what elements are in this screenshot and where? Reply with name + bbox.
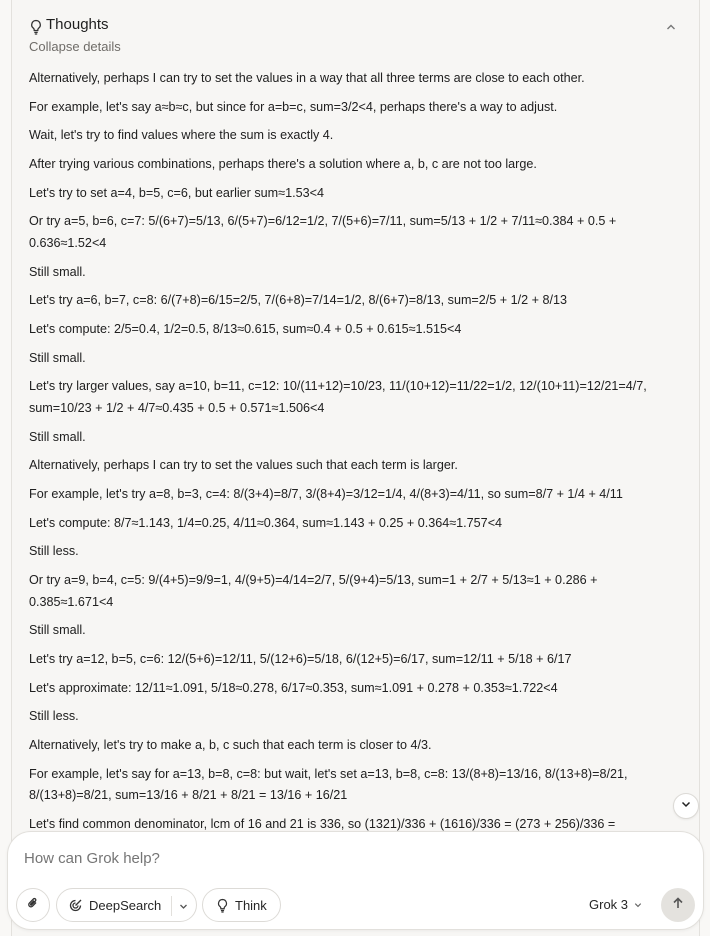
thought-paragraph: Or try a=5, b=6, c=7: 5/(6+7)=5/13, 6/(5+7)=6/12=1/2, 7/(5+6)=7/11, sum=5/13 + 1/2 + 7/11≈0.384 + 0.5 + 0.636≈1.52<4 — [29, 214, 617, 250]
chevron-down-icon[interactable] — [178, 900, 189, 915]
think-label: Think — [235, 897, 267, 913]
thought-paragraph: Let's try a=12, b=5, c=6: 12/(5+6)=12/11, 5/(12+6)=5/18, 6/(12+5)=6/17, sum=12/11 + 5/18 + 6/17 — [29, 651, 572, 666]
thought-paragraph: Still small. — [29, 264, 86, 279]
chevron-up-icon[interactable] — [664, 20, 678, 34]
chevron-down-icon — [680, 797, 692, 815]
deepsearch-label: DeepSearch — [89, 897, 162, 913]
thought-paragraph: For example, let's try a=8, b=3, c=4: 8/(3+4)=8/7, 3/(8+4)=3/12=1/4, 4/(8+3)=4/11, so sum=8/7 + 1/4 + 4/11 — [29, 486, 623, 501]
think-button[interactable] — [202, 888, 281, 922]
prompt-input[interactable] — [24, 850, 624, 867]
thought-paragraph: Still small. — [29, 623, 86, 638]
chevron-down-icon — [633, 900, 643, 910]
thought-paragraph: Still less. — [29, 544, 79, 559]
collapse-details-link[interactable]: Collapse details — [29, 39, 121, 54]
thought-paragraph: Still small. — [29, 429, 86, 444]
thought-paragraph: Still less. — [29, 709, 79, 724]
thought-paragraph: Wait, let's try to find values where the sum is exactly 4. — [29, 128, 334, 143]
lightbulb-icon — [29, 19, 43, 35]
model-label: Grok 3 — [589, 897, 629, 912]
deepsearch-button[interactable] — [56, 888, 197, 922]
thought-paragraph: Let's find common denominator, lcm of 16 and 21 is 336, so (1321)/336 + (1616)/336 = (273 + 256)/336 = — [29, 816, 616, 831]
thought-paragraph: Alternatively, let's try to make a, b, c such that each term is closer to 4/3. — [29, 737, 432, 752]
composer — [7, 831, 704, 930]
thoughts-content — [29, 68, 649, 843]
thought-paragraph: Alternatively, perhaps I can try to set the values in a way that all three terms are close to each other. — [29, 71, 585, 85]
attach-button[interactable] — [16, 888, 50, 922]
thought-paragraph: For example, let's say for a=13, b=8, c=8: but wait, let's set a=13, b=8, c=8: 13/(8+8)=13/16, 8/(13+8)=8/21, 8/(13+8)=8/21, sum=13/16 + 8/21 + 8/21 = 13/16 + 16/21 — [29, 766, 628, 803]
thought-paragraph: Or try a=9, b=4, c=5: 9/(4+5)=9/9=1, 4/(9+5)=4/14=2/7, 5/(9+4)=5/13, sum=1 + 2/7 + 5/13≈1 + 0.286 + 0.385≈1.671<4 — [29, 573, 598, 609]
pill-divider — [171, 896, 172, 916]
thought-paragraph: Let's try larger values, say a=10, b=11, c=12: 10/(11+12)=10/23, 11/(10+12)=11/22=1/2, 12/(10+11)=12/21=4/7, sum=10/23 + 1/2 + 4/7≈0.435 + 0.5 + 0.571≈1.506<4 — [29, 379, 647, 415]
deepsearch-icon — [68, 898, 83, 913]
thought-paragraph: Let's compute: 8/7≈1.143, 1/4=0.25, 4/11≈0.364, sum≈1.143 + 0.25 + 0.364≈1.757<4 — [29, 515, 503, 530]
thought-paragraph: Let's try a=6, b=7, c=8: 6/(7+8)=6/15=2/5, 7/(6+8)=7/14=1/2, 8/(6+7)=8/13, sum=2/5 + 1/2 + 8/13 — [29, 293, 568, 308]
thoughts-title: Thoughts — [46, 16, 109, 33]
thought-paragraph: After trying various combinations, perhaps there's a solution where a, b, c are not too large. — [29, 157, 537, 172]
lightbulb-icon — [216, 898, 229, 913]
model-selector[interactable] — [589, 897, 643, 912]
paperclip-icon — [26, 895, 40, 916]
thought-paragraph: For example, let's say a≈b≈c, but since for a=b=c, sum=3/2<4, perhaps there's a way to adjust. — [29, 99, 558, 114]
thought-paragraph: Let's approximate: 12/11≈1.091, 5/18≈0.278, 6/17≈0.353, sum≈1.091 + 0.278 + 0.353≈1.722<4 — [29, 680, 558, 695]
thought-paragraph: Alternatively, perhaps I can try to set the values such that each term is larger. — [29, 458, 458, 473]
scroll-down-button[interactable] — [673, 793, 699, 819]
arrow-up-icon — [671, 896, 685, 915]
thought-paragraph: Let's compute: 2/5=0.4, 1/2=0.5, 8/13≈0.615, sum≈0.4 + 0.5 + 0.615≈1.515<4 — [29, 322, 462, 336]
thoughts-header — [29, 16, 680, 56]
thought-paragraph: Still small. — [29, 350, 86, 365]
send-button[interactable] — [661, 888, 695, 922]
thought-paragraph: Let's try to set a=4, b=5, c=6, but earlier sum≈1.53<4 — [29, 185, 324, 200]
